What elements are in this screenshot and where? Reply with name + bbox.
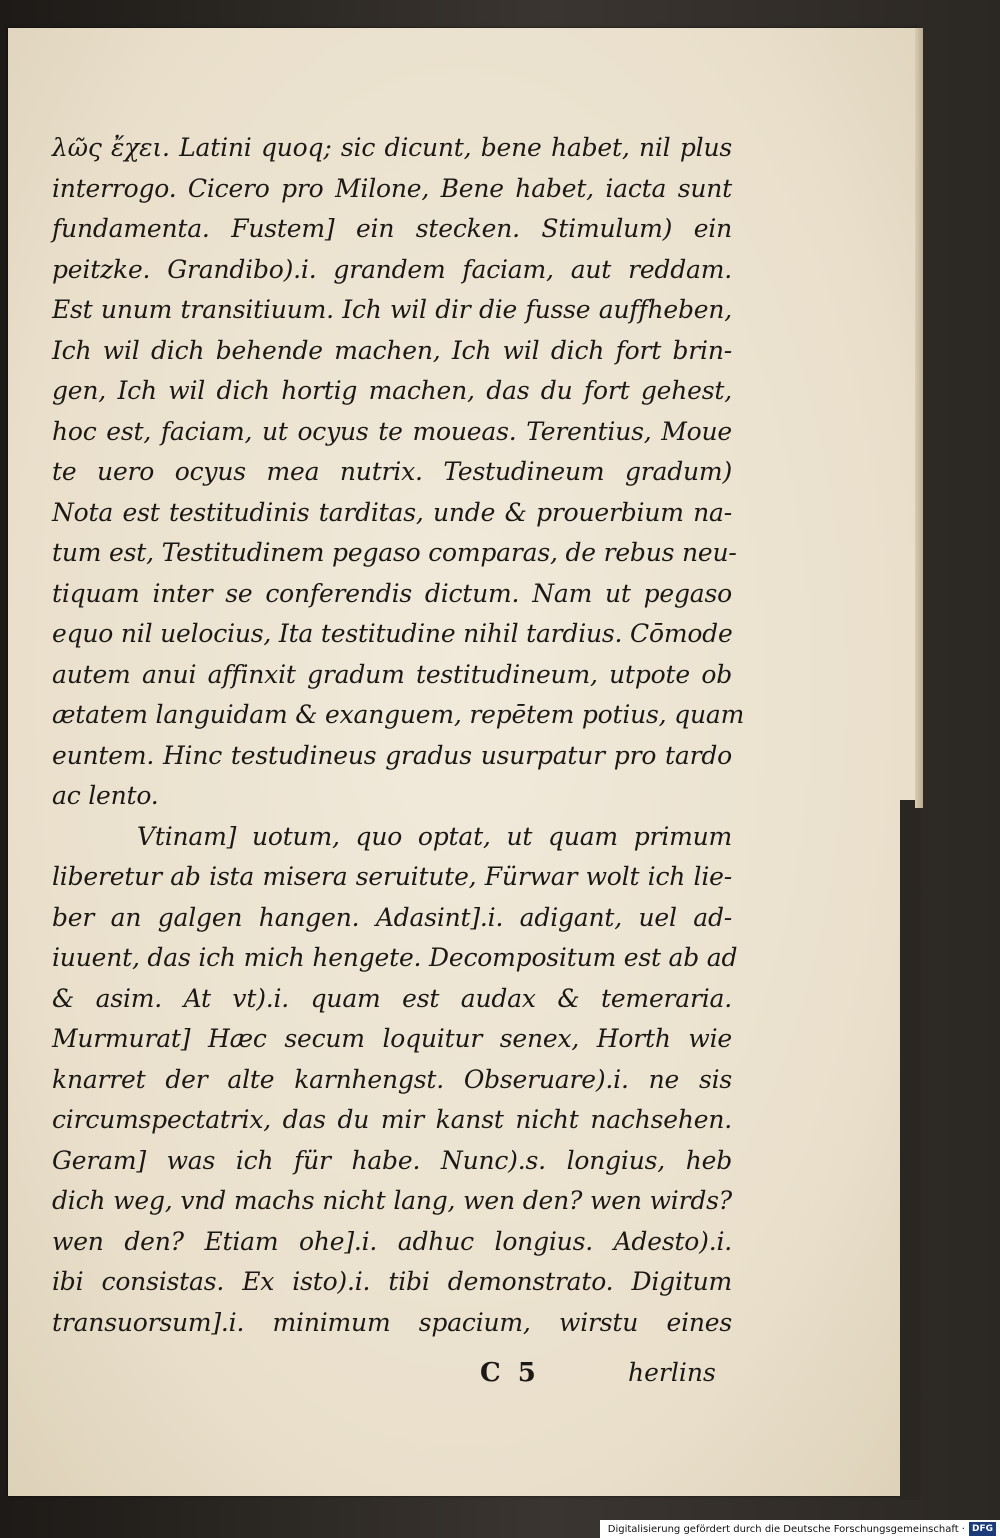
text-block [52,128,745,1343]
text-line: Geram] was ich für habe. Nunc).s. longius, heb [52,1145,732,1175]
text-line: Murmurat] Hæc secum loquitur senex, Horth wie [52,1024,732,1053]
text-line: te uero ocyus mea nutrix. Testudineum gradum) [52,457,732,486]
text-line: circumspectatrix, das du mir kanst nicht nachsehen. [52,1105,732,1134]
text-line: euntem. Hinc testudineus gradus usurpatur pro tardo [52,740,732,770]
text-line: Nota est testitudinis tarditas, unde & prouerbium na- [52,497,732,527]
book-page [8,28,918,1496]
text-line: interrogo. Cicero pro Milone, Bene habet, iacta sunt [52,173,732,203]
footer-credit-bar [600,1520,1000,1538]
text-line: autem anui affinxit gradum testitudineum, utpote ob [52,659,732,689]
text-line: iuuent, das ich mich hengete. Decompositum est ab ad [52,943,738,972]
text-line: peitzke. Grandibo).i. grandem faciam, aut reddam. [52,254,732,284]
text-line: ac lento. [52,781,159,810]
text-line: & asim. At vt).i. quam est audax & temeraria. [52,983,732,1013]
text-line: ber an galgen hangen. Adasint].i. adigant, uel ad- [52,902,732,932]
page-edge-shadow [915,28,923,808]
text-line: hoc est, faciam, ut ocyus te moueas. Terentius, Moue [52,416,732,446]
signature-mark: C 5 [480,1358,540,1388]
text-line: fundamenta. Fustem] ein stecken. Stimulum) ein [52,214,732,243]
dfg-logo: DFG [969,1522,996,1536]
text-line: dich weg, vnd machs nicht lang, wen den? wen wirds? [52,1186,732,1215]
text-line: liberetur ab ista misera seruitute, Fürwar wolt ich lie- [52,862,732,891]
text-line: transuorsum].i. minimum spacium, wirstu eines [52,1307,732,1337]
text-line: tiquam inter se conferendis dictum. Nam ut pegaso [52,578,732,608]
text-line: gen, Ich wil dich hortig machen, das du fort gehest, [52,376,732,405]
catchword: herlins [628,1358,716,1387]
footer-credit: Digitalisierung gefördert durch die Deutsche Forschungsgemeinschaft · [607,1523,965,1535]
text-line: equo nil uelocius, Ita testitudine nihil tardius. Cōmode [52,619,733,648]
text-line: ætatem languidam & exanguem, repētem potius, quam [52,700,745,729]
text-line: wen den? Etiam ohe].i. adhuc longius. Adesto).i. [52,1226,732,1256]
text-line: knarret der alte karnhengst. Obseruare).i. ne sis [52,1064,732,1094]
text-line: Vtinam] uotum, quo optat, ut quam primum [137,821,732,851]
text-line: ibi consistas. Ex isto).i. tibi demonstrato. Digitum [52,1267,732,1296]
text-line: λῶς ἔχει. Latini quoq; sic dicunt, bene habet, nil plus [52,133,732,162]
text-line: tum est, Testitudinem pegaso comparas, de rebus neu- [52,538,737,567]
text-line: Ich wil dich behende machen, Ich wil dich fort brin- [52,335,732,365]
text-line: Est unum transitiuum. Ich wil dir die fusse auffheben, [52,295,732,324]
torn-page-edge [900,800,920,1500]
